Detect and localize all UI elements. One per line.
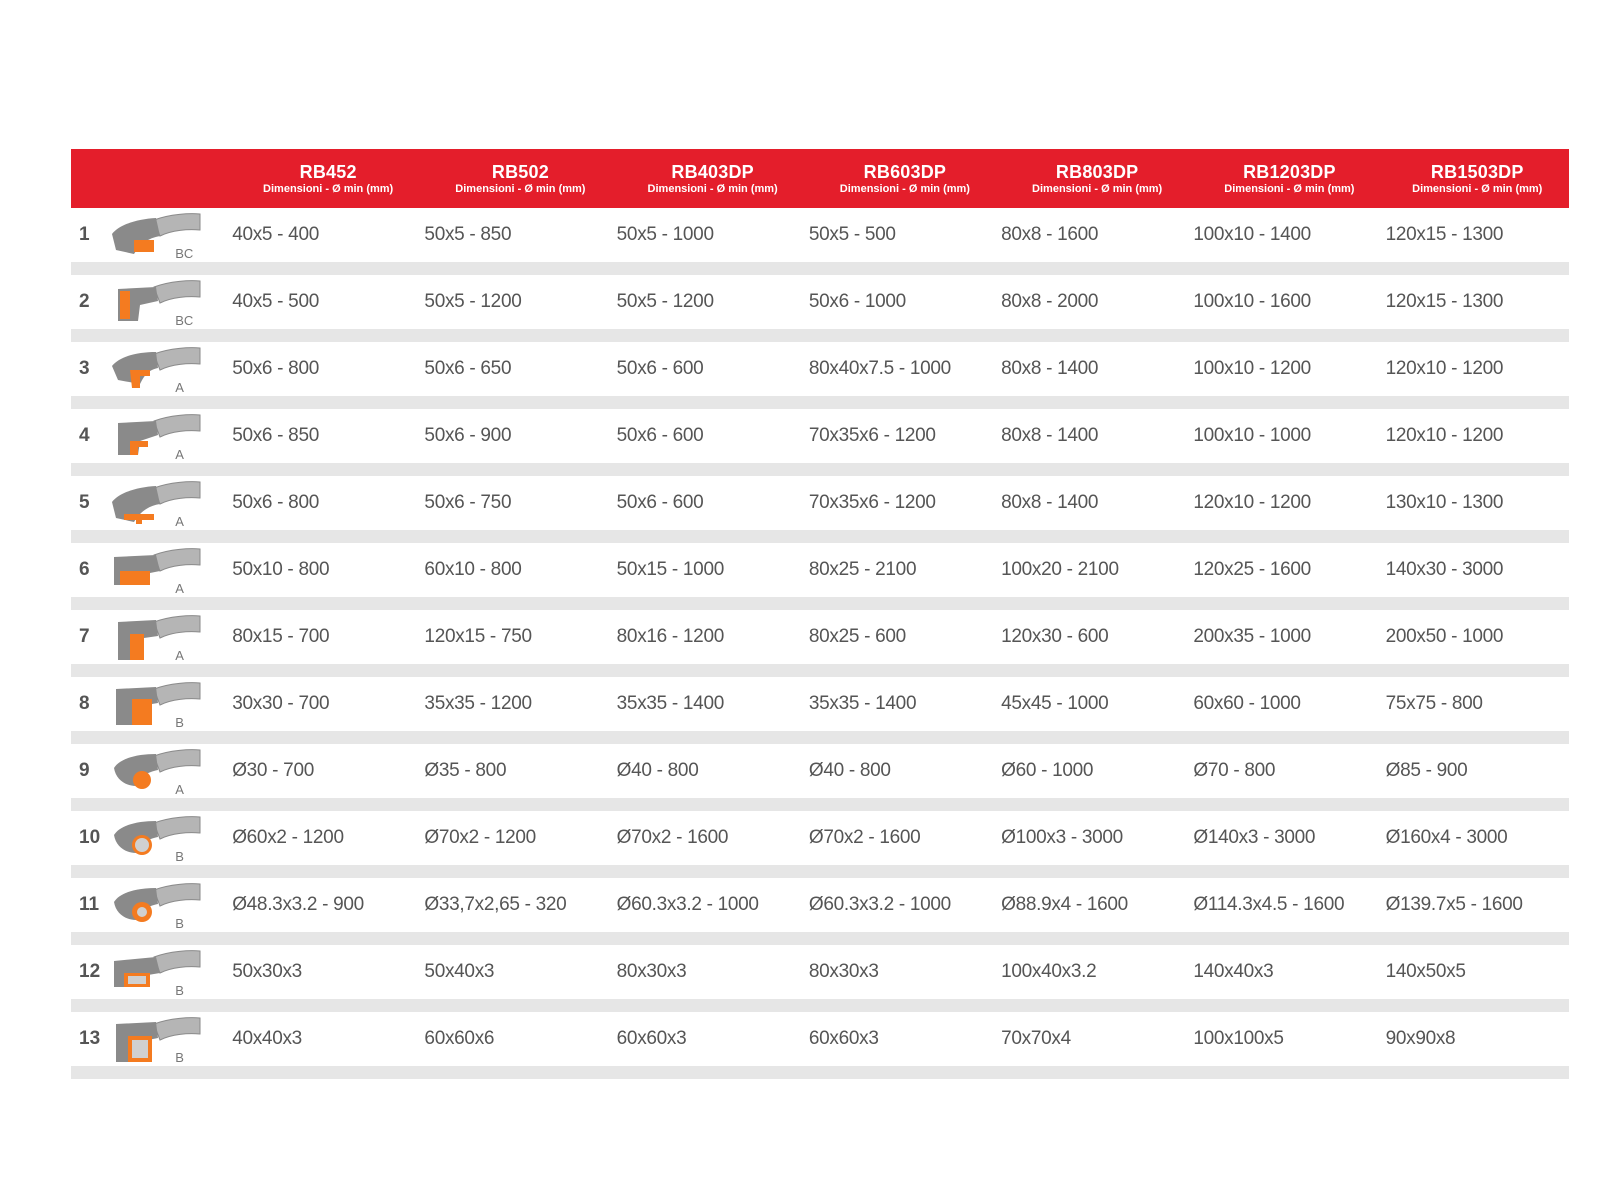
profile-flat-bar-flatwise-icon (110, 208, 232, 262)
table-cell: 120x10 - 1200 (1385, 358, 1504, 379)
table-cell: 100x10 - 1200 (1193, 358, 1311, 379)
table-cell: 45x45 - 1000 (1001, 693, 1109, 714)
table-cell: 50x10 - 800 (232, 559, 330, 580)
table-cell: Ø60 - 1000 (1001, 760, 1094, 781)
table-row (71, 208, 1569, 275)
row-number: 7 (79, 626, 90, 647)
profile-type-label: A (175, 581, 184, 596)
table-cell: 50x6 - 800 (232, 492, 319, 513)
table-cell: 80x15 - 700 (232, 626, 330, 647)
table-cell: 60x10 - 800 (424, 559, 522, 580)
table-cell: 50x6 - 600 (616, 358, 704, 379)
profile-type-label: B (175, 1050, 184, 1065)
table-row (71, 543, 1569, 610)
table-cell: 60x60 - 1000 (1193, 693, 1301, 714)
table-cell: 80x40x7.5 - 1000 (808, 358, 951, 379)
table-body (71, 208, 1569, 1079)
table-row (71, 409, 1569, 476)
table-cell: 70x35x6 - 1200 (808, 425, 936, 446)
table-cell: Ø48.3x3.2 - 900 (232, 894, 364, 915)
table-cell: 120x15 - 750 (424, 626, 532, 647)
profile-angle-leg-out-icon (110, 342, 232, 396)
table-cell: 90x90x8 (1385, 1028, 1456, 1049)
table-cell: 80x30x3 (616, 961, 687, 982)
table-cell: 100x10 - 1000 (1193, 425, 1311, 446)
header-blank-profile (110, 149, 232, 208)
table-cell: 50x6 - 1000 (808, 291, 906, 312)
table-row (71, 476, 1569, 543)
table-cell: Ø139.7x5 - 1600 (1385, 894, 1523, 915)
table-cell: Ø85 - 900 (1385, 760, 1468, 781)
table-cell: 80x8 - 1400 (1001, 492, 1099, 513)
table-cell: 50x5 - 1200 (616, 291, 714, 312)
profile-tee-bar-icon (110, 476, 232, 530)
profile-flat-bar-edgewise-icon (110, 275, 232, 329)
table-cell: 50x40x3 (424, 961, 495, 982)
table-cell: Ø140x3 - 3000 (1193, 827, 1316, 848)
table-row (71, 275, 1569, 342)
header-col-rb1203dp (1193, 149, 1385, 208)
profile-flat-bar-thick-icon (110, 543, 232, 597)
table-cell: 100x10 - 1600 (1193, 291, 1311, 312)
table-cell: 40x5 - 500 (232, 291, 319, 312)
table-row (71, 342, 1569, 409)
table-cell: 80x25 - 600 (808, 626, 906, 647)
table-cell: 140x50x5 (1385, 961, 1466, 982)
header-subtitle: Dimensioni - Ø min (mm) (1032, 182, 1163, 195)
table-cell: Ø40 - 800 (616, 760, 699, 781)
table-cell: 60x60x3 (808, 1028, 879, 1049)
header-col-rb603dp (809, 149, 1001, 208)
table-cell: 60x60x3 (616, 1028, 687, 1049)
table-cell: 100x40x3.2 (1001, 961, 1097, 982)
table-cell: 80x25 - 2100 (808, 559, 917, 580)
table-cell: Ø60x2 - 1200 (232, 827, 344, 848)
header-subtitle: Dimensioni - Ø min (mm) (839, 182, 970, 195)
header-model: RB1503DP (1430, 161, 1524, 182)
row-number: 1 (79, 224, 90, 245)
table-cell: Ø70x2 - 1600 (808, 827, 921, 848)
profile-type-label: BC (175, 246, 194, 261)
profile-type-label: B (175, 916, 184, 931)
table-cell: 200x35 - 1000 (1193, 626, 1311, 647)
table-row (71, 811, 1569, 878)
profile-round-tube-icon (110, 811, 232, 865)
table-row (71, 610, 1569, 677)
profile-flat-bar-tall-icon (110, 610, 232, 664)
profile-type-label: B (175, 715, 184, 730)
row-number: 5 (79, 492, 90, 513)
table-cell: 80x16 - 1200 (616, 626, 724, 647)
table-cell: 50x6 - 900 (424, 425, 512, 446)
table-cell: Ø160x4 - 3000 (1385, 827, 1508, 848)
table-cell: Ø40 - 800 (808, 760, 891, 781)
profile-type-label: A (175, 782, 184, 797)
profile-type-label: B (175, 849, 184, 864)
table-cell: Ø30 - 700 (232, 760, 314, 781)
header-subtitle: Dimensioni - Ø min (mm) (647, 182, 778, 195)
header-model: RB502 (491, 161, 549, 182)
profile-angle-leg-in-icon (110, 409, 232, 463)
table-cell: 35x35 - 1200 (424, 693, 532, 714)
table-cell: 140x40x3 (1193, 961, 1274, 982)
header-model: RB452 (299, 161, 357, 182)
table-cell: 50x15 - 1000 (616, 559, 724, 580)
table-cell: 100x100x5 (1193, 1028, 1284, 1049)
profile-type-label: B (175, 983, 184, 998)
table-cell: 130x10 - 1300 (1385, 492, 1504, 513)
profile-type-label: A (175, 447, 184, 462)
row-number: 3 (79, 358, 90, 379)
table-cell: 140x30 - 3000 (1385, 559, 1504, 580)
row-number: 10 (79, 827, 101, 848)
table-cell: 120x10 - 1200 (1193, 492, 1311, 513)
header-col-rb452 (232, 149, 424, 208)
table-cell: Ø60.3x3.2 - 1000 (616, 894, 759, 915)
header-subtitle: Dimensioni - Ø min (mm) (263, 182, 394, 195)
table-cell: 50x30x3 (232, 961, 302, 982)
table-cell: 120x30 - 600 (1001, 626, 1109, 647)
table-cell: Ø70x2 - 1200 (424, 827, 536, 848)
table-cell: 80x8 - 1400 (1001, 425, 1099, 446)
profile-round-bar-icon (110, 744, 232, 798)
table-cell: 80x8 - 1400 (1001, 358, 1099, 379)
table-row (71, 677, 1569, 744)
table-cell: 120x10 - 1200 (1385, 425, 1504, 446)
table-cell: 80x8 - 1600 (1001, 224, 1099, 245)
table-cell: 200x50 - 1000 (1385, 626, 1504, 647)
table-row (71, 945, 1569, 1012)
header-col-rb502 (424, 149, 616, 208)
table-cell: Ø114.3x4.5 - 1600 (1193, 894, 1345, 915)
table-cell: Ø60.3x3.2 - 1000 (808, 894, 951, 915)
table-cell: 50x6 - 800 (232, 358, 319, 379)
table-cell: 50x6 - 650 (424, 358, 512, 379)
row-number: 8 (79, 693, 90, 714)
table-cell: Ø33,7x2,65 - 320 (424, 894, 567, 915)
header-subtitle: Dimensioni - Ø min (mm) (1224, 182, 1355, 195)
table-cell: 35x35 - 1400 (808, 693, 917, 714)
table-cell: 70x70x4 (1001, 1028, 1071, 1049)
table-cell: 50x5 - 850 (424, 224, 512, 245)
profile-square-tube-icon (110, 1012, 232, 1066)
table-cell: 60x60x6 (424, 1028, 495, 1049)
table-cell: 120x15 - 1300 (1385, 224, 1504, 245)
table-cell: 80x8 - 2000 (1001, 291, 1099, 312)
profile-type-label: BC (175, 313, 194, 328)
table-row (71, 1012, 1569, 1079)
header-model: RB603DP (863, 161, 947, 182)
table-cell: Ø100x3 - 3000 (1001, 827, 1123, 848)
table-cell: 70x35x6 - 1200 (808, 492, 936, 513)
profile-type-label: A (175, 648, 184, 663)
table-cell: 120x25 - 1600 (1193, 559, 1311, 580)
header-model: RB403DP (671, 161, 754, 182)
table-cell: 40x40x3 (232, 1028, 302, 1049)
table-cell: 80x30x3 (808, 961, 879, 982)
table-cell: 50x5 - 1000 (616, 224, 714, 245)
specs-table (71, 149, 1569, 1079)
table-cell: 30x30 - 700 (232, 693, 330, 714)
profile-type-label: A (175, 380, 184, 395)
row-number: 4 (79, 425, 90, 446)
table-row (71, 878, 1569, 945)
header-blank-num (71, 149, 110, 208)
profile-square-bar-icon (110, 677, 232, 731)
header-col-rb1503dp (1386, 149, 1569, 208)
row-number: 12 (79, 961, 101, 982)
table-cell: Ø88.9x4 - 1600 (1001, 894, 1128, 915)
table-cell: 50x6 - 750 (424, 492, 512, 513)
table-cell: 100x20 - 2100 (1001, 559, 1119, 580)
table-cell: 50x6 - 850 (232, 425, 319, 446)
table-cell: 75x75 - 800 (1385, 693, 1483, 714)
table-cell: 50x5 - 1200 (424, 291, 522, 312)
row-number: 9 (79, 760, 90, 781)
table-cell: 50x5 - 500 (808, 224, 896, 245)
row-number: 6 (79, 559, 90, 580)
table-cell: Ø70 - 800 (1193, 760, 1276, 781)
table-cell: 50x6 - 600 (616, 425, 704, 446)
table-cell: 120x15 - 1300 (1385, 291, 1504, 312)
table-cell: 50x6 - 600 (616, 492, 704, 513)
table-cell: Ø35 - 800 (424, 760, 507, 781)
profile-rect-tube-icon (110, 945, 232, 999)
header-model: RB1203DP (1243, 161, 1336, 182)
header-subtitle: Dimensioni - Ø min (mm) (455, 182, 586, 195)
table-header (71, 149, 1569, 208)
row-number: 2 (79, 291, 90, 312)
table-cell: 40x5 - 400 (232, 224, 319, 245)
table-cell: 100x10 - 1400 (1193, 224, 1311, 245)
profile-round-tube-thick-icon (110, 878, 232, 932)
header-col-rb803dp (1001, 149, 1193, 208)
header-subtitle: Dimensioni - Ø min (mm) (1412, 182, 1543, 195)
row-number: 11 (79, 894, 100, 915)
table-cell: 35x35 - 1400 (616, 693, 724, 714)
header-col-rb403dp (617, 149, 809, 208)
table-cell: Ø70x2 - 1600 (616, 827, 729, 848)
table-row (71, 744, 1569, 811)
row-number: 13 (79, 1028, 101, 1049)
profile-type-label: A (175, 514, 184, 529)
header-model: RB803DP (1055, 161, 1139, 182)
